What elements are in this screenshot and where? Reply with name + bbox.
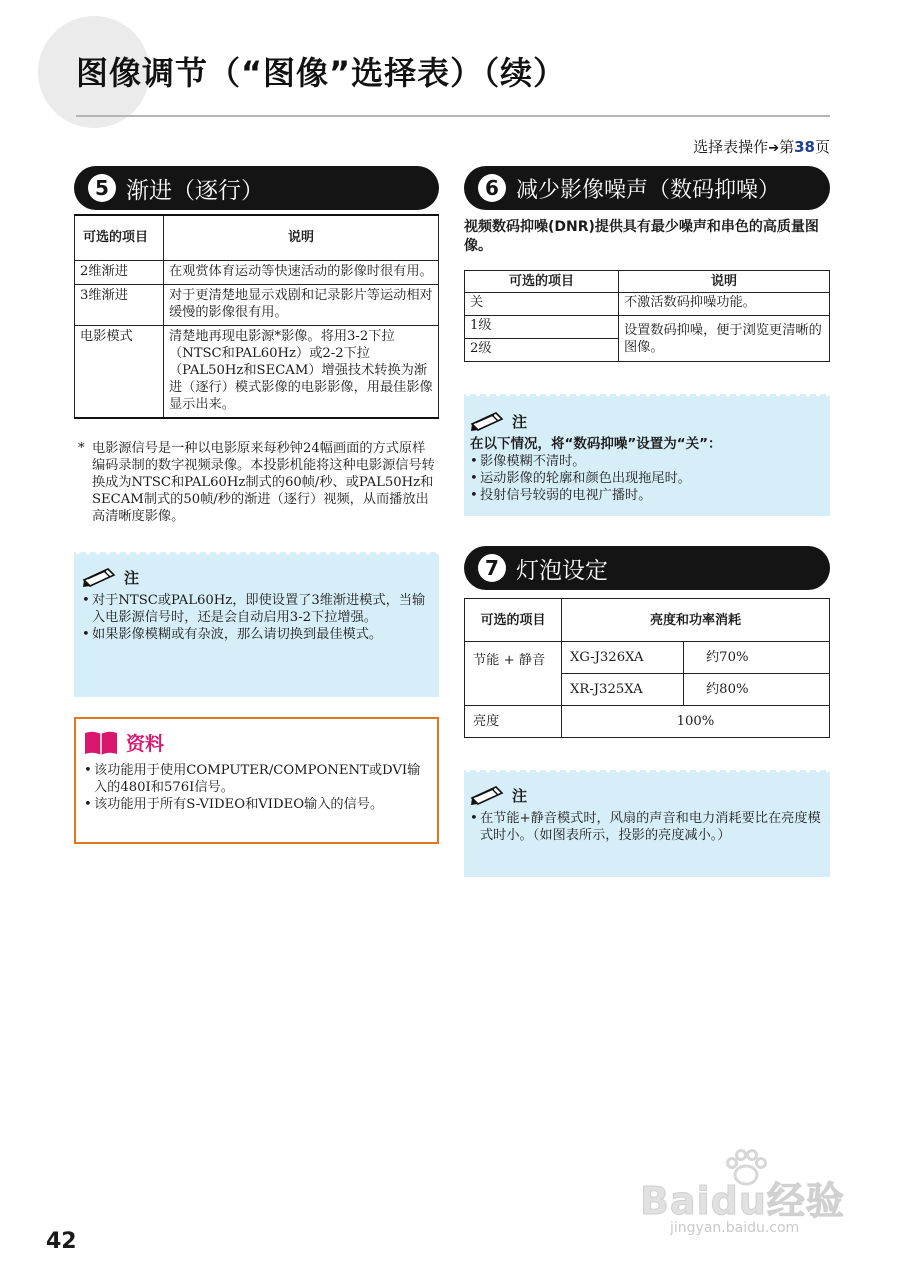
note-body <box>470 810 824 844</box>
menu-ref-suffix: 页 <box>814 138 830 156</box>
menu-ref-text: 选择表操作 <box>693 138 769 156</box>
table-cell-bright-label: 亮度 <box>465 706 562 738</box>
table-cell-item: 2级 <box>465 339 619 362</box>
table-header-desc: 说明 <box>164 215 439 260</box>
progressive-table <box>74 214 439 419</box>
note-bullet-text: 如果影像模糊或有杂波，那么请切换到最佳模式。 <box>92 627 383 642</box>
table-cell-desc: 不激活数码抑噪功能。 <box>619 293 830 316</box>
section-5-number: 5 <box>88 174 116 202</box>
table-cell-desc: 设置数码抑噪，便于浏览更清晰的图像。 <box>619 316 830 362</box>
note-edge-decoration <box>464 766 830 774</box>
table-row <box>75 325 439 418</box>
note-label: 注 <box>124 568 140 587</box>
book-icon <box>84 730 118 756</box>
page-header <box>0 0 903 130</box>
table-cell-bright-value: 100% <box>562 706 830 738</box>
note-bullet-text: 运动影像的轮廓和颜色出现拖尾时。 <box>480 471 691 486</box>
note-edge-decoration <box>464 390 830 398</box>
note-heading <box>470 410 824 432</box>
info-heading <box>84 729 429 756</box>
table-row <box>465 293 830 316</box>
title-divider <box>76 115 830 117</box>
menu-ref-mid: 第 <box>779 138 795 156</box>
menu-reference <box>693 136 830 157</box>
note-body <box>470 436 824 504</box>
table-cell-model: XR-J325XA <box>562 674 684 706</box>
table-cell-item: 电影模式 <box>75 325 164 418</box>
section-6-title: 减少影像噪声（数码抑噪） <box>516 177 781 203</box>
dnr-intro: 视频数码抑噪(DNR)提供具有最少噪声和串色的高质量图像。 <box>464 219 819 254</box>
section-7-note <box>464 770 830 877</box>
note-bullet: • 如果影像模糊或有杂波，那么请切换到最佳模式。 <box>82 626 431 643</box>
table-row <box>75 260 439 284</box>
table-header-item: 可选的项目 <box>465 271 619 293</box>
note-bullet-text: 影像模糊不清时。 <box>480 454 586 469</box>
footnote-mark: * <box>78 441 85 456</box>
table-cell-model: XG-J326XA <box>562 642 684 674</box>
dnr-table <box>464 270 830 362</box>
table-row <box>465 316 830 339</box>
note-bullet: • 投射信号较弱的电视广播时。 <box>470 487 824 504</box>
note-edge-decoration <box>74 548 439 556</box>
pencil-icon <box>470 784 506 806</box>
note-heading <box>470 784 824 806</box>
menu-ref-page[interactable]: 38 <box>794 138 815 156</box>
table-cell-value: 约70% <box>684 642 830 674</box>
table-header-item: 可选的项目 <box>465 599 562 642</box>
note-heading <box>82 566 431 588</box>
note-bullet: • 运动影像的轮廓和颜色出现拖尾时。 <box>470 470 824 487</box>
film-source-footnote <box>78 440 438 525</box>
note-body <box>82 592 431 643</box>
pencil-icon <box>82 566 118 588</box>
section-5-title: 渐进（逐行） <box>126 177 264 204</box>
info-bullet: • 该功能用于所有S-VIDEO和VIDEO输入的信号。 <box>84 796 429 813</box>
note-bullet: • 对于NTSC或PAL60Hz，即使设置了3维渐进模式，当输入电影源信号时，还是会自动启用3-2下拉增强。 <box>82 592 431 626</box>
section-7-title: 灯泡设定 <box>516 557 608 584</box>
note-bullet: • 影像模糊不清时。 <box>470 453 824 470</box>
note-bullet-text: 投射信号较弱的电视广播时。 <box>480 488 652 503</box>
table-row <box>75 284 439 325</box>
page-number: 42 <box>46 1229 77 1254</box>
table-row <box>465 642 830 674</box>
table-cell-item: 1级 <box>465 316 619 339</box>
table-cell-desc: 在观赏体育运动等快速活动的影像时很有用。 <box>164 260 439 284</box>
section-7-number: 7 <box>478 554 506 582</box>
table-row <box>465 706 830 738</box>
note-label: 注 <box>512 786 528 805</box>
info-bullet-text: 该功能用于所有S-VIDEO和VIDEO输入的信号。 <box>94 797 384 812</box>
note-lead: 在以下情况，将“数码抑噪”设置为“关”： <box>470 436 722 452</box>
note-bullet: • 在节能+静音模式时，风扇的声音和电力消耗要比在亮度模式时小。（如图表所示，投影的亮度减小。） <box>470 810 824 844</box>
info-bullet: • 该功能用于使用COMPUTER/COMPONENT或DVI输入的480I和576I信号。 <box>84 762 429 796</box>
table-cell-eco-label: 节能 + 静音 <box>465 642 562 706</box>
table-header-item: 可选的项目 <box>75 215 164 260</box>
section-5-header <box>74 166 439 210</box>
table-cell-item: 关 <box>465 293 619 316</box>
table-header-desc: 说明 <box>619 271 830 293</box>
section-6-note <box>464 394 830 516</box>
note-bullet-text: 在节能+静音模式时，风扇的声音和电力消耗要比在亮度模式时小。（如图表所示，投影的亮度减小。） <box>480 811 821 843</box>
page-title: 图像调节（“图像”选择表）（续） <box>76 54 567 92</box>
info-label: 资料 <box>126 733 165 755</box>
table-cell-item: 3维渐进 <box>75 284 164 325</box>
table-cell-item: 2维渐进 <box>75 260 164 284</box>
footnote-text: 电影源信号是一种以电影原来每秒钟24幅画面的方式原样编码录制的数字视频录像。本投影机能将这种电影源信号转换成为NTSC和PAL60Hz制式的60帧/秒、或PAL50Hz和SECAM制式的50帧/秒的渐进（逐行）视频，从而播放出高清晰度影像。 <box>92 441 435 524</box>
note-label: 注 <box>512 412 528 431</box>
info-body <box>84 762 429 813</box>
table-header-brightness: 亮度和功率消耗 <box>562 599 830 642</box>
watermark <box>640 1148 860 1248</box>
watermark-url: jingyan.baidu.com <box>670 1220 800 1236</box>
section-7-header <box>464 546 830 590</box>
section-6-header <box>464 166 830 210</box>
table-cell-value: 约80% <box>684 674 830 706</box>
table-cell-desc: 对于更清楚地显示戏剧和记录影片等运动相对缓慢的影像很有用。 <box>164 284 439 325</box>
note-bullet-text: 对于NTSC或PAL60Hz，即使设置了3维渐进模式，当输入电影源信号时，还是会自动启用3-2下拉增强。 <box>92 593 426 625</box>
info-bullet-text: 该功能用于使用COMPUTER/COMPONENT或DVI输入的480I和576I信号。 <box>94 763 421 795</box>
section-5-info <box>74 717 439 844</box>
section-6-number: 6 <box>478 174 506 202</box>
section-5-note <box>74 552 439 697</box>
lamp-setting-table <box>464 598 830 738</box>
table-cell-desc: 清楚地再现电影源*影像。将用3-2下拉（NTSC和PAL60Hz）或2-2下拉（PAL50Hz和SECAM）增强技术转换为渐进（逐行）模式影像的电影影像，用最佳影像显示出来。 <box>164 325 439 418</box>
arrow-right-icon: ➔ <box>768 141 780 156</box>
watermark-logo: Baidu经验 <box>640 1179 845 1223</box>
pencil-icon <box>470 410 506 432</box>
